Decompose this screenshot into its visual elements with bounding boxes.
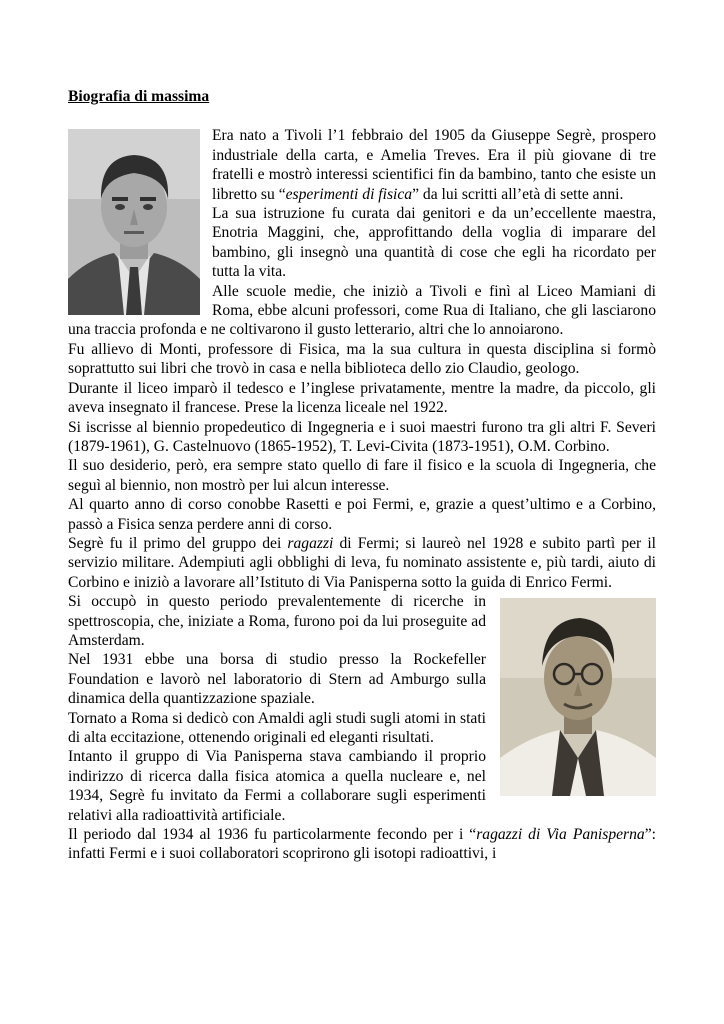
paragraph-4: Fu allievo di Monti, professore di Fisica, ma la sua cultura in questa disciplina si formò soprattutto sui libri che trovò in casa e nella biblioteca dello zio Claudio, geologo. <box>68 340 656 378</box>
paragraph-9-text-end: di Fermi; si laureò nel 1928 e subito partì per il servizio militare. Adempiuti agli obblighi di leva, fu nominato assistente e, più tardi, aiuto di Corbino e iniziò a lavorare all’Istituto di Via Panisperna sotto la guida di Enrico Fermi. <box>68 534 657 591</box>
paragraph-2: La sua istruzione fu curata dai genitori e da un’eccellente maestra, Enotria Maggini, che, approfittando della voglia di imparare del bambino, gli insegnò una quantità di cose che egli ha ricordato per tutta la vita. <box>212 205 656 281</box>
paragraph-3: Alle scuole medie, che iniziò a Tivoli e finì al Liceo Mamiani di Roma, ebbe alcuni professori, come Rua di Italiano, che gli lasciarono una traccia profonda e ne coltivarono il gusto letterario, altri che lo annoiarono. <box>68 282 656 339</box>
paragraph-1-text-end: ” da lui scritti all’età di sette anni. <box>412 185 624 203</box>
paragraph-9-italic: ragazzi <box>287 534 334 552</box>
portrait-photo-2-graphic <box>500 598 656 796</box>
document-page <box>68 87 656 864</box>
paragraph-1-text: Era nato a Tivoli l’1 febbraio del 1905 da Giuseppe Segrè, prospero industriale della carta, e Amelia Treves. Era il più giovane di tre fratelli e mostrò interessi scientifici fin da bambino, tanto che esiste un libretto su “ <box>212 127 656 203</box>
paragraph-9-text: Segrè fu il primo del gruppo dei <box>68 534 288 552</box>
paragraph-10: Si occupò in questo periodo prevalentemente di ricerche in spettroscopia, che, iniziate a Roma, furono poi da lui proseguite ad Amsterdam. <box>68 593 486 649</box>
portrait-photo-segre-older <box>68 129 200 315</box>
portrait-photo-segre-younger <box>500 598 656 796</box>
paragraph-1-italic: esperimenti di fisica <box>285 185 413 203</box>
paragraph-13: Intanto il gruppo di Via Panisperna stava cambiando il proprio indirizzo di ricerca dalla fisica atomica a quella nucleare e, nel 1934, Segrè fu invitato da Fermi a collaborare sugli esperimenti relativi alla radioattività artificiale. <box>68 748 486 824</box>
paragraph-12: Tornato a Roma si dedicò con Amaldi agli studi sugli atomi in stati di alta eccitazione, ottenendo originali ed eleganti risultati. <box>68 709 486 746</box>
paragraph-14-italic: ragazzi di Via Panisperna <box>476 826 645 844</box>
portrait-photo-1-graphic <box>68 129 200 315</box>
paragraph-6: Si iscrisse al biennio propedeutico di Ingegneria e i suoi maestri furono tra gli altri F. Severi (1879-1961), G. Castelnuovo (1865-1952), T. Levi-Civita (1873-1951), O.M. Corbino. <box>68 418 656 455</box>
section-heading: Biografia di massima <box>68 88 210 105</box>
paragraph-7: Il suo desiderio, però, era sempre stato quello di fare il fisico e la scuola di Ingegneria, che seguì al biennio, non mostrò per lui alcun interesse. <box>68 457 656 494</box>
paragraph-11: Nel 1931 ebbe una borsa di studio presso la Rockefeller Foundation e lavorò nel laboratorio di Stern ad Amburgo sulla dinamica della quantizzazione spaziale. <box>68 651 486 708</box>
paragraph-14-text-end: ”: infatti Fermi e i suoi collaboratori scoprirono gli isotopi radioattivi, i <box>68 826 656 863</box>
paragraph-14 <box>68 825 656 864</box>
paragraph-8: Al quarto anno di corso conobbe Rasetti e poi Fermi, e, grazie a quest’ultimo e a Corbino, passò a Fisica senza perdere anni di corso. <box>68 496 656 533</box>
paragraph-14-text: Il periodo dal 1934 al 1936 fu particolarmente fecondo per i “ <box>68 826 477 844</box>
paragraph-5: Durante il liceo imparò il tedesco e l’inglese privatamente, mentre la madre, da piccolo, gli aveva insegnato il francese. Prese la licenza liceale nel 1922. <box>68 379 656 417</box>
paragraph-9 <box>68 534 656 592</box>
